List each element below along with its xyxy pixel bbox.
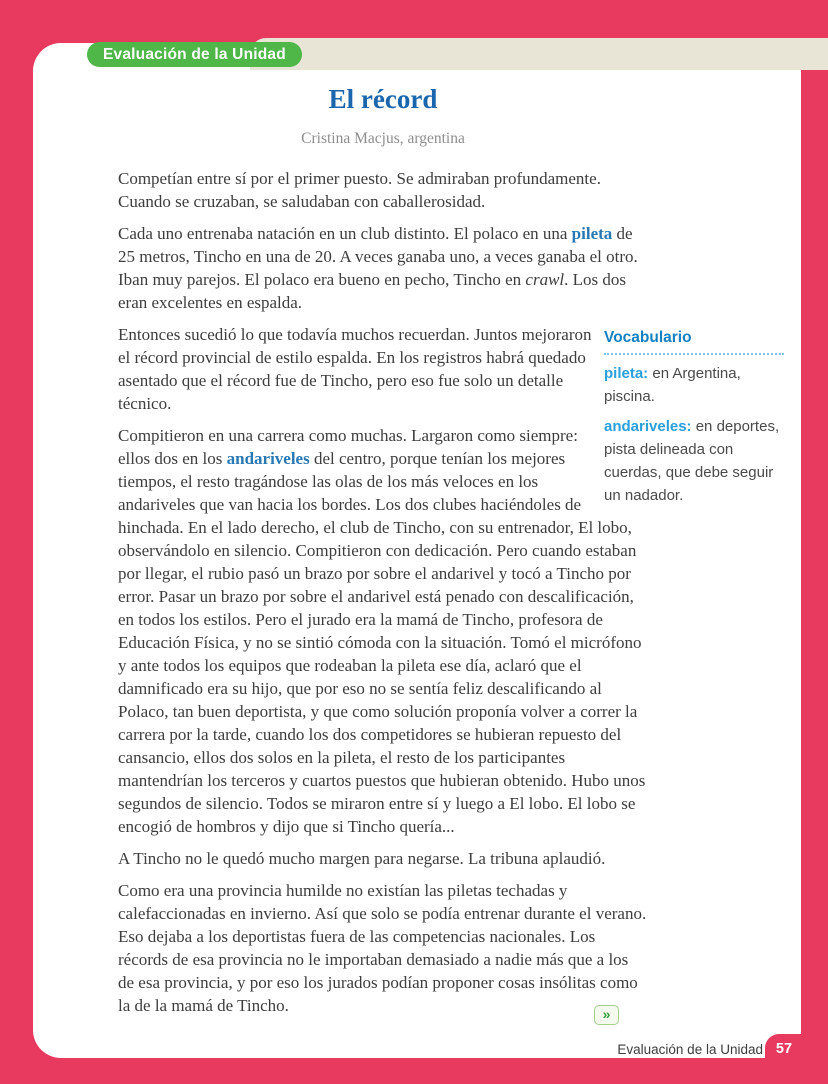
story-paragraphs xyxy=(118,167,648,1017)
vocab-entry xyxy=(604,415,784,507)
vocabulary-heading: Vocabulario xyxy=(604,326,784,355)
next-page-button[interactable] xyxy=(594,1005,619,1025)
story-paragraph: Cada uno entrenaba natación en un club distinto. El polaco en una pileta de 25 metros, Tincho en una de 20. A veces ganaba uno, a veces ganaba el otro. Iban muy parejos. El polaco era bueno en pecho, Tincho en crawl. Los dos eran excelentes en espalda. xyxy=(118,224,638,312)
story-paragraph: Como era una provincia humilde no existían las piletas techadas y calefaccionadas en invierno. Así que solo se podía entrenar durante el verano. Eso dejaba a los deportistas fuera de las competencias nacionales. Los récords de esa provincia no le importaban demasiado a nadie más que a los de esa provincia, y por eso los jurados podían proponer cosas insólitas como la de la mamá de Tincho. xyxy=(118,881,647,1015)
unit-evaluation-badge xyxy=(87,42,302,67)
page-number: 57 xyxy=(775,1041,793,1057)
header-band xyxy=(250,38,828,70)
vocabulary-sidebar xyxy=(604,326,784,507)
vocab-term: andariveles: xyxy=(604,418,692,435)
story-paragraph: Compitieron en una carrera como muchas. Largaron como siempre: ellos dos en los andariveles del centro, porque tenían los mejores tiempos, el resto tragándose las olas de los más veloces en los andariveles que van hacia los bordes. Los dos clubes haciéndoles de hinchada. En el lado derecho, el club de Tincho, con su entrenador, El lobo, observándolo en silencio. Compitieron con dedicación. Pero cuando estaban por llegar, el rubio pasó un brazo por sobre el andarivel y tocó a Tincho por error. Pasar un brazo por sobre el andarivel está penado con descalificación, en todos los estilos. Pero el jurado era la mamá de Tincho, profesora de Educación Física, y no se sintió cómoda con la situación. Tomó el micrófono y ante todos los equipos que rodeaban la pileta ese día, aclaró que el damnificado era su hijo, que por eso no se sentía feliz descalificando al Polaco, tan buen deportista, y que como solución proponía volver a correr la carrera por la tarde, cuando los dos competidores se hubieran repuesto del cansancio, ellos dos solos en la pileta, el resto de los participantes mantendrían los terceros y cuartos puestos que hubieran obtenido. Hubo unos segundos de silencio. Todos se miraron entre sí y luego a El lobo. El lobo se encogió de hombros y dijo que si Tincho quería... xyxy=(118,426,646,836)
vocab-definition: en Argentina, piscina. xyxy=(604,365,741,405)
vocab-entries xyxy=(604,362,784,507)
story-content xyxy=(118,84,648,1026)
unit-evaluation-badge-label: Evaluación de la Unidad xyxy=(103,46,286,63)
vocab-definition: en deportes, pista delineada con cuerdas, que debe seguir un nadador. xyxy=(604,418,780,504)
highlighted-term: andariveles xyxy=(226,449,310,468)
highlighted-term: pileta xyxy=(571,224,613,243)
footer-unit-label: Evaluación de la Unidad xyxy=(617,1042,763,1057)
italic-term: crawl xyxy=(525,270,565,289)
vocab-entry xyxy=(604,362,784,408)
vocab-term: pileta: xyxy=(604,365,649,382)
page-number-badge xyxy=(765,1034,828,1084)
double-chevron-right-icon: » xyxy=(602,1006,611,1022)
story-paragraph: Entonces sucedió lo que todavía muchos recuerdan. Juntos mejoraron el récord provincial de estilo espalda. En los registros habrá quedado asentado que el récord fue de Tincho, pero eso fue solo un detalle técnico. xyxy=(118,323,648,415)
story-paragraph: Competían entre sí por el primer puesto. Se admiraban profundamente. Cuando se cruzaban, se saludaban con caballerosidad. xyxy=(118,169,601,211)
story-paragraph: A Tincho no le quedó mucho margen para negarse. La tribuna aplaudió. xyxy=(118,849,606,868)
story-author: Cristina Macjus, argentina xyxy=(301,130,465,147)
story-title: El récord xyxy=(328,84,438,114)
